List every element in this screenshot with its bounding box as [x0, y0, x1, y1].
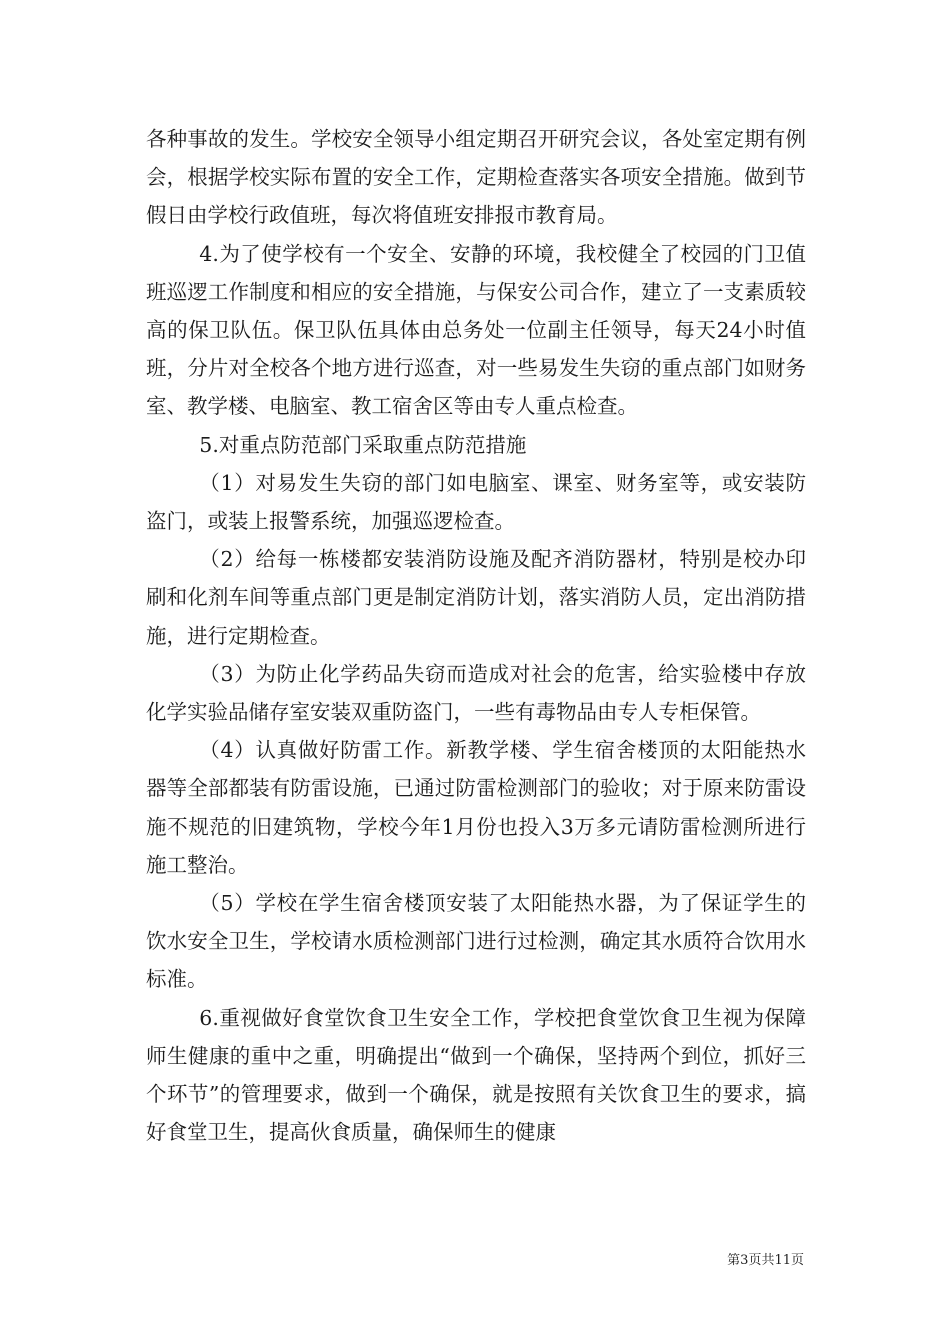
paragraph-item-5-heading: 5.对重点防范部门采取重点防范措施 [199, 432, 527, 457]
paragraph-item-5-2: （2）给每一栋楼都安装消防设施及配齐消防器材，特别是校办印刷和化剂车间等重点部门更是制定消防计划，落实消防人员，定出消防措施，进行定期检查。 [146, 547, 806, 648]
paragraph-item-5-1: （1）对易发生失窃的部门如电脑室、课室、财务室等，或安装防盗门，或装上报警系统，加强巡逻检查。 [146, 470, 806, 534]
paragraph-item-4: 4.为了使学校有一个安全、安静的环境，我校健全了校园的门卫值班巡逻工作制度和相应的安全措施，与保安公司合作，建立了一支素质较高的保卫队伍。保卫队伍具体由总务处一位副主任领导，每天24小时值班，分片对全校各个地方进行巡查，对一些易发生失窃的重点部门如财务室、教学楼、电脑室、教工宿舍区等由专人重点检查。 [146, 241, 806, 419]
paragraph-item-6: 6.重视做好食堂饮食卫生安全工作，学校把食堂饮食卫生视为保障师生健康的重中之重，明确提出“做到一个确保，坚持两个到位，抓好三个环节”的管理要求，做到一个确保，就是按照有关饮食卫生的要求，搞好食堂卫生，提高伙食质量，确保师生的健康 [146, 1005, 806, 1145]
paragraph-continued: 各种事故的发生。学校安全领导小组定期召开研究会议，各处室定期有例会，根据学校实际布置的安全工作，定期检查落实各项安全措施。做到节假日由学校行政值班，每次将值班安排报市教育局。 [146, 127, 806, 228]
paragraph-item-5-5: （5）学校在学生宿舍楼顶安装了太阳能热水器，为了保证学生的饮水安全卫生，学校请水质检测部门进行过检测，确定其水质符合饮用水标准。 [146, 891, 806, 992]
page-number-footer: 第3页共11页 [727, 1253, 804, 1268]
document-body [146, 120, 806, 1151]
paragraph-item-5-3: （3）为防止化学药品失窃而造成对社会的危害，给实验楼中存放化学实验品储存室安装双重防盗门，一些有毒物品由专人专柜保管。 [146, 661, 806, 725]
paragraph-item-5-4: （4）认真做好防雷工作。新教学楼、学生宿舍楼顶的太阳能热水器等全部都装有防雷设施，已通过防雷检测部门的验收；对于原来防雷设施不规范的旧建筑物，学校今年1月份也投入3万多元请防雷检测所进行施工整治。 [146, 738, 806, 877]
